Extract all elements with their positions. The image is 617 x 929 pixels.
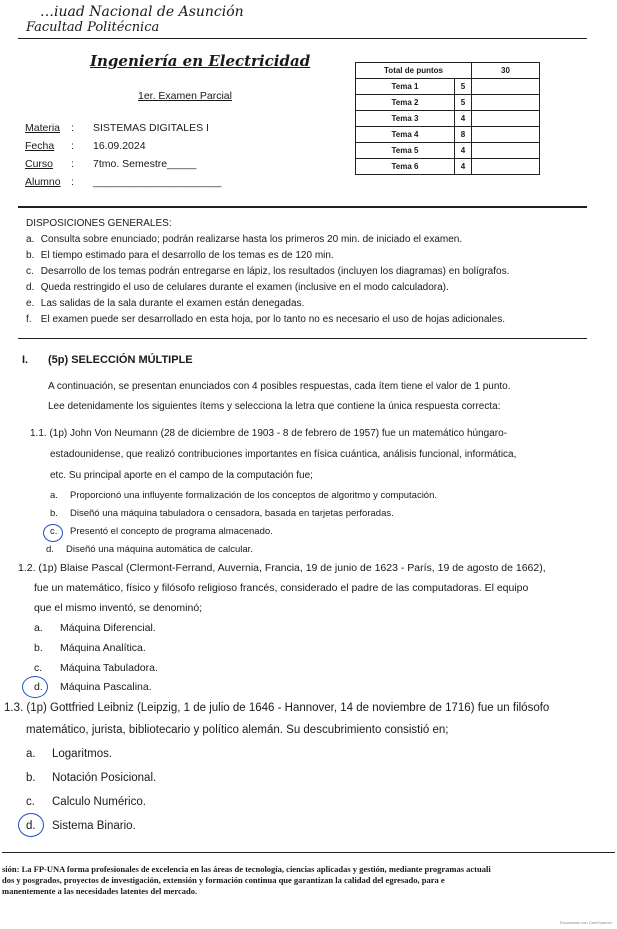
section-intro: Lee detenidamente los siguientes ítems y selecciona la letra que contiene la única respuesta correcta: xyxy=(48,401,501,412)
career-title: Ingeniería en Electricidad xyxy=(90,52,311,70)
option-text: Notación Posicional. xyxy=(52,772,157,784)
footer-rule xyxy=(2,852,615,853)
question-2-text: que el mismo inventó, se denominó; xyxy=(34,602,203,614)
option-letter: a. xyxy=(26,748,36,760)
tema-value: 5 xyxy=(455,95,472,111)
item-text: Desarrollo de los temas podrán entregarse en lápiz, los resultados (incluyen los diagramas) en bolígrafos. xyxy=(40,266,510,277)
q3-option-c[interactable] xyxy=(26,796,146,808)
tema-label: Tema 5 xyxy=(356,143,455,159)
points-total-row xyxy=(356,63,540,79)
option-letter: d. xyxy=(34,681,43,693)
item-letter: c. xyxy=(26,266,34,277)
option-text: Logaritmos. xyxy=(52,748,113,760)
q1-option-b[interactable] xyxy=(50,508,394,519)
option-letter: b. xyxy=(26,772,36,784)
student-name-field[interactable]: ______________________ xyxy=(93,176,222,188)
q3-option-b[interactable] xyxy=(26,772,156,784)
question-2-text: 1.2. (1p) Blaise Pascal (Clermont-Ferrand, Auvernia, Francia, 19 de junio de 1623 - París, 19 de agosto de 1662), xyxy=(18,562,546,574)
disposiciones-title: DISPOSICIONES GENERALES: xyxy=(26,218,172,229)
question-2-text: fue un matemático, físico y filósofo religioso francés, considerado el padre de las computadoras. El equipo xyxy=(34,582,529,594)
header-rule xyxy=(18,38,587,39)
option-text: Máquina Tabuladora. xyxy=(60,662,158,674)
disposicion-item xyxy=(26,282,449,293)
option-letter: b. xyxy=(34,642,43,654)
exam-title: 1er. Examen Parcial xyxy=(138,90,232,102)
info-curso xyxy=(25,158,196,170)
q1-option-a[interactable] xyxy=(50,490,437,501)
info-key: Materia xyxy=(25,122,61,134)
info-colon: : xyxy=(71,158,74,170)
option-text: Máquina Diferencial. xyxy=(60,622,156,634)
tema-score-cell[interactable] xyxy=(472,95,540,111)
tema-score-cell[interactable] xyxy=(472,79,540,95)
option-text: Proporcionó una influyente formalización de los conceptos de algoritmo y computación. xyxy=(70,490,438,501)
option-text: Máquina Analítica. xyxy=(60,642,146,654)
option-letter: d. xyxy=(26,820,36,832)
footer-mission: manentemente a las necesidades latentes del mercado. xyxy=(2,886,198,896)
question-1-text: estadounidense, que realizó contribuciones importantes en física cuántica, análisis funcional, informática, xyxy=(50,449,517,460)
disposicion-item xyxy=(26,314,505,325)
tema-label: Tema 3 xyxy=(356,111,455,127)
option-letter: c. xyxy=(26,796,35,808)
tema-value: 4 xyxy=(455,143,472,159)
institution-name: …iuad Nacional de Asunción xyxy=(40,4,244,20)
disposicion-item xyxy=(26,250,334,261)
info-alumno xyxy=(25,176,221,188)
faculty-name: Facultad Politécnica xyxy=(26,20,160,35)
question-1-text: 1.1. (1p) John Von Neumann (28 de diciembre de 1903 - 8 de febrero de 1957) fue un matemático húngaro- xyxy=(30,428,507,439)
item-text: Las salidas de la sala durante el examen están denegadas. xyxy=(40,298,305,309)
total-value: 30 xyxy=(472,63,540,79)
item-text: El examen puede ser desarrollado en esta hoja, por lo tanto no es necesario el uso de hojas adicionales. xyxy=(40,314,505,325)
option-letter: b. xyxy=(50,508,58,519)
item-letter: d. xyxy=(26,282,35,293)
info-value: 16.09.2024 xyxy=(93,140,146,152)
disposicion-item xyxy=(26,266,509,277)
disposicion-item xyxy=(26,298,304,309)
item-text: El tiempo estimado para el desarrollo de los temas es de 120 min. xyxy=(40,250,334,261)
item-text: Consulta sobre enunciado; podrán realizarse hasta los primeros 20 min. de iniciado el examen. xyxy=(40,234,463,245)
info-materia xyxy=(25,122,209,134)
q3-option-a[interactable] xyxy=(26,748,112,760)
points-row xyxy=(356,127,540,143)
q2-option-b[interactable] xyxy=(34,642,146,654)
points-table xyxy=(355,62,540,175)
info-value: SISTEMAS DIGITALES I xyxy=(93,122,209,134)
item-letter: e. xyxy=(26,298,35,309)
info-key: Fecha xyxy=(25,140,55,152)
item-letter: a. xyxy=(26,234,35,245)
tema-score-cell[interactable] xyxy=(472,127,540,143)
question-3-text: 1.3. (1p) Gottfried Leibniz (Leipzig, 1 de julio de 1646 - Hannover, 14 de noviembre de 1716) fue un filósofo xyxy=(4,702,550,714)
q1-option-d[interactable] xyxy=(46,544,253,555)
option-text: Diseñó una máquina automática de calcular. xyxy=(66,544,253,555)
option-text: Presentó el concepto de programa almacenado. xyxy=(70,526,273,537)
section-rule xyxy=(18,206,587,208)
footer-mission: sión: La FP-UNA forma profesionales de excelencia en las áreas de tecnología, ciencias aplicadas y gestión, mediante programas actuali xyxy=(2,864,491,874)
option-text: Sistema Binario. xyxy=(52,820,136,832)
info-colon: : xyxy=(71,140,74,152)
tema-label: Tema 2 xyxy=(356,95,455,111)
q2-option-a[interactable] xyxy=(34,622,156,634)
section-number: I. xyxy=(22,354,29,366)
tema-score-cell[interactable] xyxy=(472,111,540,127)
answer-circle-q3 xyxy=(18,813,44,837)
tema-value: 4 xyxy=(455,111,472,127)
points-row xyxy=(356,159,540,175)
section-intro: A continuación, se presentan enunciados con 4 posibles respuestas, cada ítem tiene el valor de 1 punto. xyxy=(48,381,511,392)
option-letter: a. xyxy=(50,490,58,501)
info-key: Alumno xyxy=(25,176,61,188)
info-colon: : xyxy=(71,122,74,134)
option-letter: c. xyxy=(34,662,43,674)
option-text: Máquina Pascalina. xyxy=(60,681,152,693)
option-text: Diseñó una máquina tabuladora o censadora, basada en tarjetas perforadas. xyxy=(70,508,394,519)
q1-option-c[interactable] xyxy=(50,526,273,537)
tema-label: Tema 4 xyxy=(356,127,455,143)
info-fecha xyxy=(25,140,146,152)
question-3-text: matemático, jurista, bibliotecario y político alemán. Su descubrimiento consistió en; xyxy=(26,724,449,736)
points-row xyxy=(356,79,540,95)
tema-label: Tema 1 xyxy=(356,79,455,95)
section-rule xyxy=(18,338,587,339)
scanner-watermark: Escaneado con CamScanner xyxy=(560,920,613,925)
disposicion-item xyxy=(26,234,462,245)
tema-value: 4 xyxy=(455,159,472,175)
answer-circle-q1 xyxy=(43,524,63,542)
points-row xyxy=(356,95,540,111)
option-letter: a. xyxy=(34,622,43,634)
footer-mission: dos y posgrados, proyectos de investigación, extensión y formación continua que garantizan la calidad del egresado, para e xyxy=(2,875,445,885)
tema-value: 8 xyxy=(455,127,472,143)
info-key: Curso xyxy=(25,158,54,170)
tema-score-cell[interactable] xyxy=(472,143,540,159)
option-letter: c. xyxy=(50,526,58,537)
option-letter: d. xyxy=(46,544,54,555)
answer-circle-q2 xyxy=(22,676,48,698)
item-letter: b. xyxy=(26,250,35,261)
option-text: Calculo Numérico. xyxy=(52,796,146,808)
tema-label: Tema 6 xyxy=(356,159,455,175)
q2-option-c[interactable] xyxy=(34,662,158,674)
question-1-text: etc. Su principal aporte en el campo de la computación fue; xyxy=(50,470,313,481)
total-label: Total de puntos xyxy=(356,63,472,79)
info-value: 7tmo. Semestre_____ xyxy=(93,158,197,170)
tema-value: 5 xyxy=(455,79,472,95)
points-row xyxy=(356,143,540,159)
section-title: (5p) SELECCIÓN MÚLTIPLE xyxy=(48,354,193,366)
info-colon: : xyxy=(71,176,74,188)
item-letter: f. xyxy=(26,314,32,325)
tema-score-cell[interactable] xyxy=(472,159,540,175)
points-row xyxy=(356,111,540,127)
item-text: Queda restringido el uso de celulares durante el examen (inclusive en el modo calculadora). xyxy=(40,282,449,293)
